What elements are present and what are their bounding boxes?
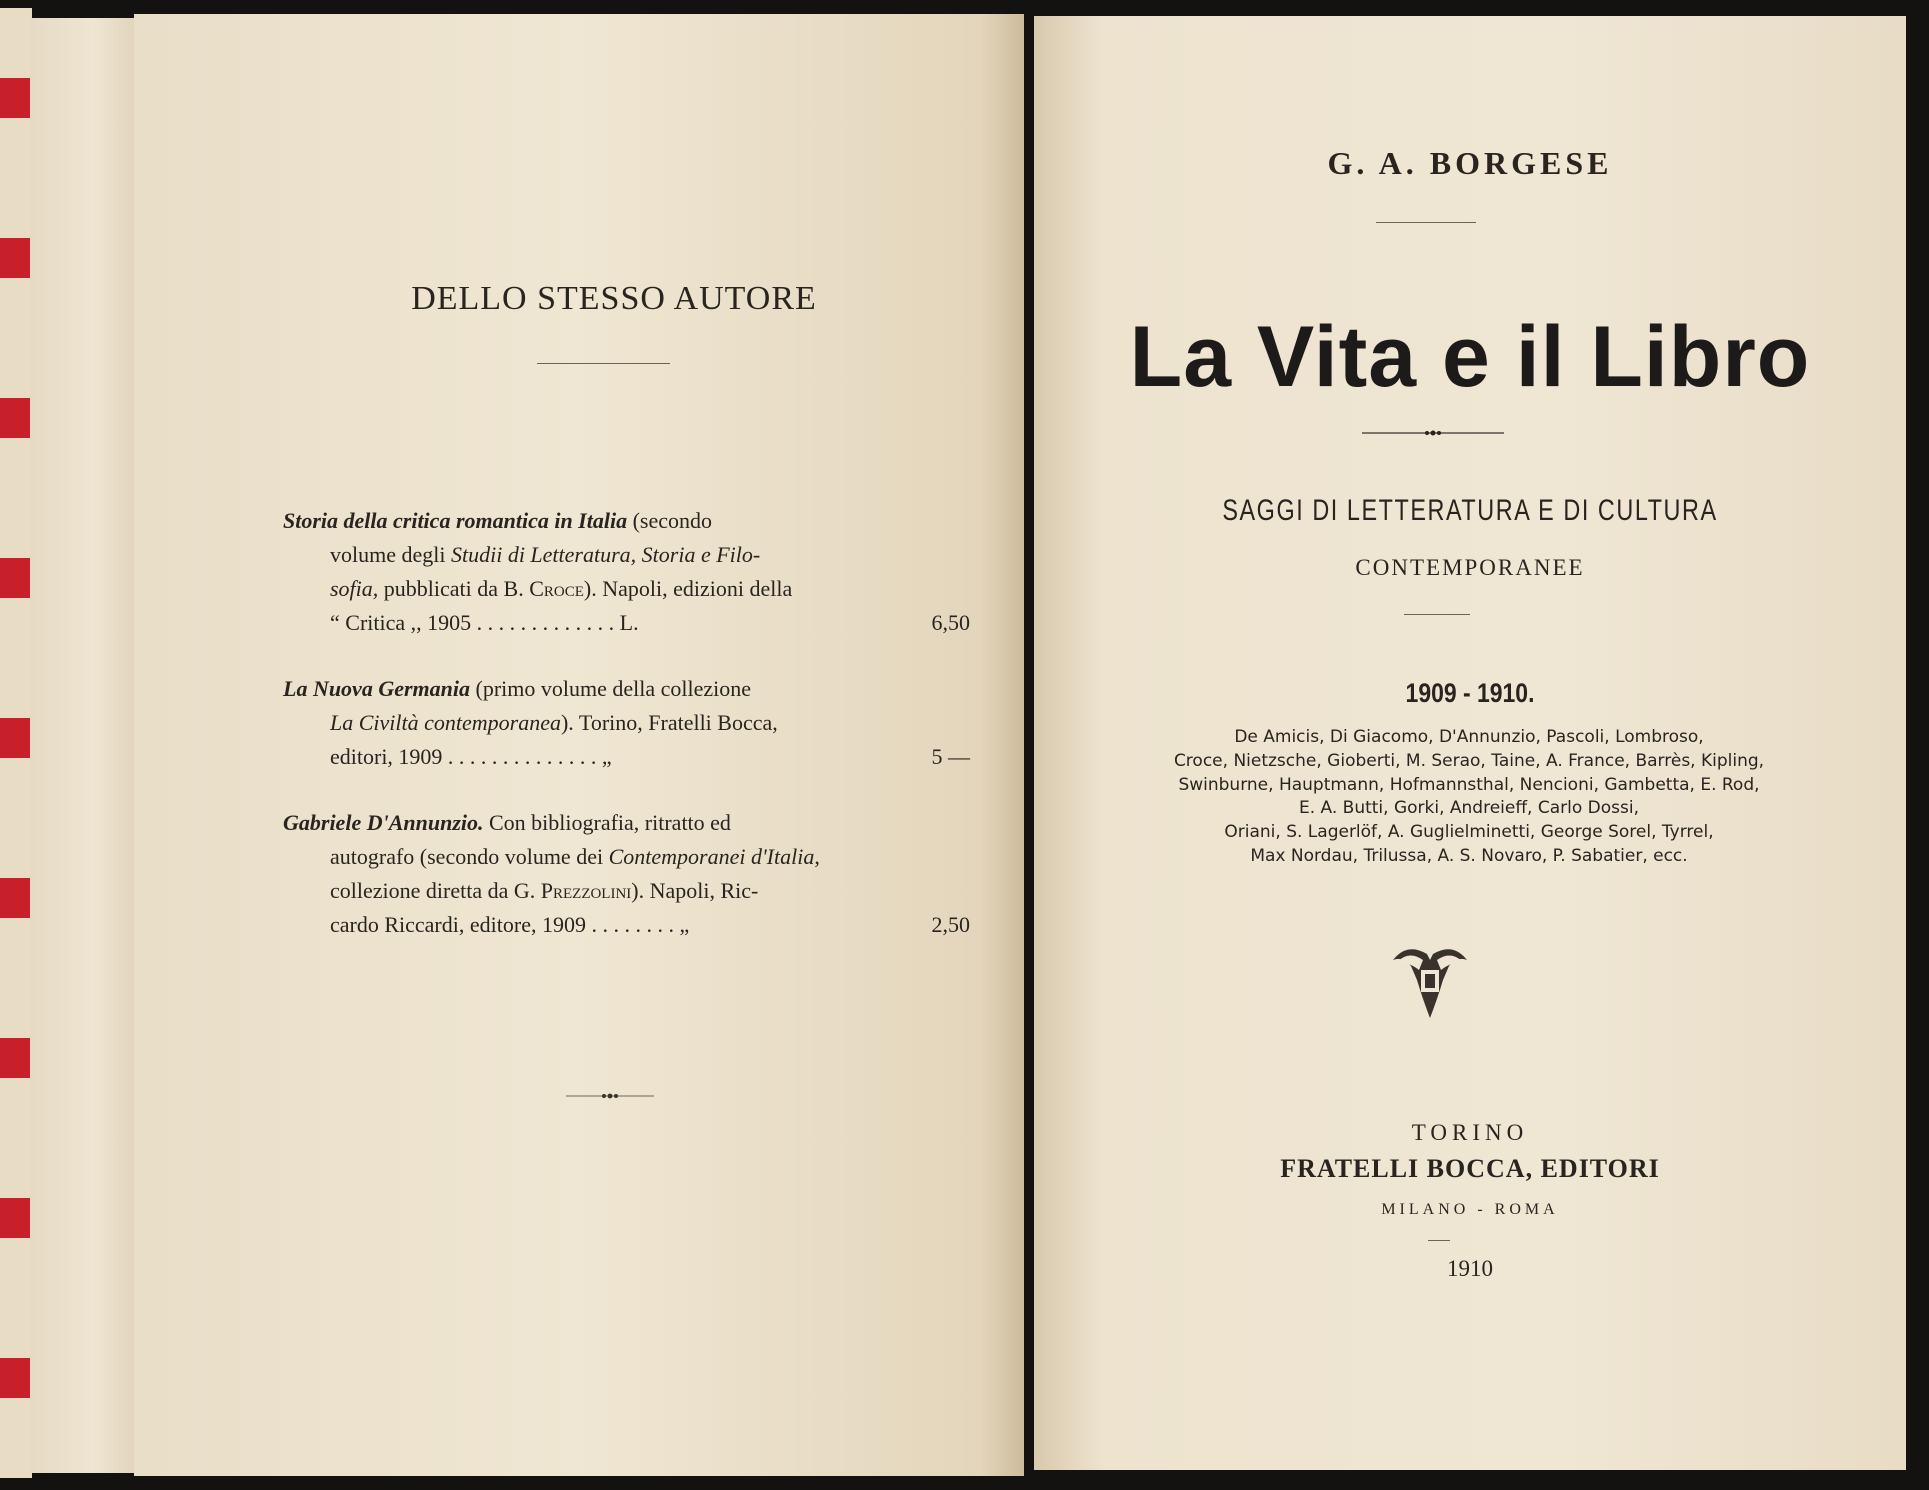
entry-italic: Studii di Letteratura, Storia e Filo- [450,542,761,567]
entry-smallcaps: Croce [529,576,584,601]
publisher-branches: MILANO - ROMA [1381,1201,1559,1218]
authors-line: Swinburne, Hauptmann, Hofmannsthal, Nencioni, Gambetta, E. Rod, [1178,774,1760,795]
authors-line: Croce, Nietzsche, Gioberti, M. Serao, Taine, A. France, Barrès, Kipling, [1173,750,1765,771]
entry-title: La Nuova Germania [283,676,470,701]
divider [1428,1240,1450,1241]
authors-line: Oriani, S. Lagerlöf, A. Guglielminetti, George Sorel, Tyrrel, [1224,822,1714,843]
price: 5 — [931,744,970,769]
authors-line: Max Nordau, Trilussa, A. S. Novaro, P. Sabatier, ecc. [1250,845,1688,866]
divider [537,363,670,364]
entry-text: Con bibliografia, ritratto ed [483,810,731,835]
entry-italic: La Civiltà contemporanea [330,710,561,735]
entry-text: editori, 1909 . . . . . . . . . . . . . . „ [330,744,612,769]
authors-list [1074,726,1864,869]
entry-text: ). Torino, Fratelli Bocca, [560,710,778,735]
entry-text: , [814,844,820,869]
book-title: La Vita e il Libro [1129,309,1811,405]
entry-text: ). Napoli, Ric- [631,878,759,903]
entry-text: cardo Riccardi, editore, 1909 . . . . . . . . „ [330,912,690,937]
publisher-name: FRATELLI BOCCA, EDITORI [1280,1154,1660,1183]
subtitle: SAGGI DI LETTERATURA E DI CULTURA [1222,494,1718,527]
authors-line: E. A. Butti, Gorki, Andreieff, Carlo Dossi, [1298,798,1640,819]
entry-text: volume degli [330,542,451,567]
bibliography-entry [283,672,893,774]
publisher-emblem-icon [1387,940,1473,1022]
entry-text: ). Napoli, edizioni della [583,576,793,601]
divider [1376,222,1476,223]
ornament-icon [1362,423,1504,433]
entry-text: “ Critica ,, 1905 . . . . . . . . . . . . . L. [330,610,639,635]
price: 6,50 [931,610,970,635]
ornament-icon [566,1086,654,1096]
entry-text: autografo (secondo volume dei [330,844,609,869]
left-page-heading: DELLO STESSO AUTORE [411,280,817,317]
price: 2,50 [931,912,970,937]
entry-italic: sofia, [330,576,379,601]
entry-title: Gabriele D'Annunzio. [283,810,484,835]
years: 1909 - 1910. [1405,678,1535,708]
entry-text: (primo volume della collezione [470,676,752,701]
entry-text: pubblicati da B. [378,576,530,601]
subtitle-line-2: CONTEMPORANEE [1355,555,1585,580]
entry-text: (secondo [627,508,713,533]
page-fold-strip [30,18,136,1473]
divider [1404,614,1470,615]
book-spine-binding [0,8,32,1478]
authors-line: De Amicis, Di Giacomo, D'Annunzio, Pascoli, Lombroso, [1234,727,1704,747]
entry-smallcaps: Prezzolini [540,878,632,903]
publisher-city: TORINO [1411,1120,1529,1145]
author-name: G. A. BORGESE [1327,145,1613,181]
entry-title: Storia della critica romantica in Italia [283,508,628,533]
bibliography-entry [283,806,893,942]
entry-text: collezione diretta da G. [330,878,541,903]
bibliography-entry [283,504,893,640]
entry-italic: Contemporanei d'Italia [608,844,815,869]
publication-year: 1910 [1447,1256,1493,1281]
